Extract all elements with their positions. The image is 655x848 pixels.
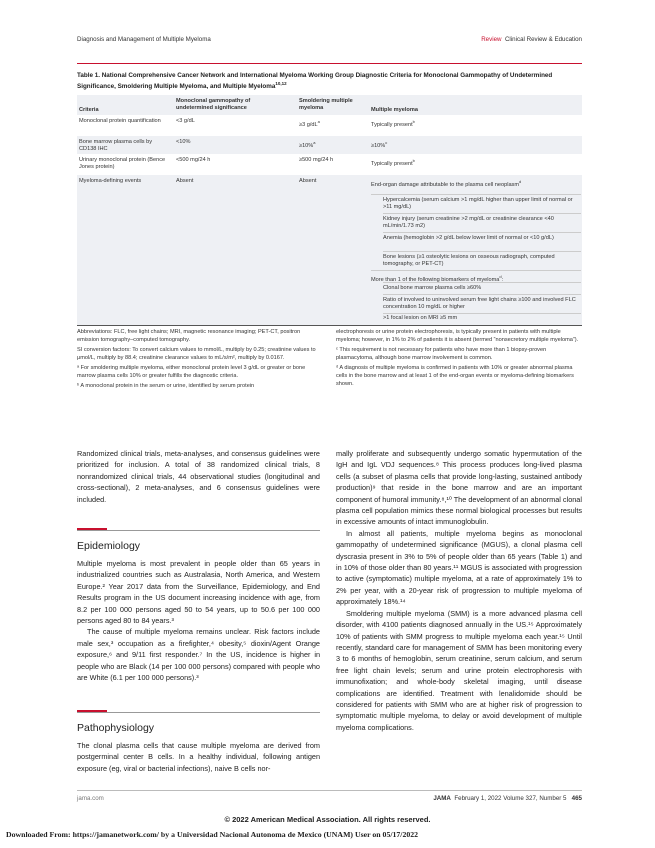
right-column-text (336, 448, 582, 733)
right-p2: In almost all patients, multiple myeloma begins as monoclonal gammopathy of undetermined significance (MGUS), a clonal plasma cell dyscrasia present in 3% to 5% of people older than 65 years (Table 1) and in 10% of those older than 80 years.¹¹ MGUS is associated with progression to active (symptomatic) multiple myeloma, at a rate of approximately 1% to 2% per year, with a 20-year risk of progression to multiple myeloma of approximately 18%.¹⁴ (336, 528, 582, 607)
crab-bone: Bone lesions (≥1 osteolytic lesions on osseous radiograph, computed tomography, or PET-CT) (383, 254, 555, 268)
mde-mgus: Absent (176, 178, 194, 184)
divider (383, 251, 581, 252)
footnote-b: ᵇ A monoclonal protein in the serum or urine, identified by serum protein (77, 383, 255, 389)
footnotes-right (336, 328, 582, 390)
mde-criteria: Myeloma-defining events (79, 178, 142, 184)
divider (371, 194, 581, 195)
footnotes-left (77, 328, 322, 392)
col-header-smm: Smoldering multiple myeloma (299, 98, 353, 112)
download-notice: Downloaded From: https://jamanetwork.com/ by a Universidad Nacional Autonoma de Mexico (UNAM) User on 05/17/2022 (6, 830, 419, 839)
biomarker-plasma-cells: Clonal bone marrow plasma cells ≥60% (383, 285, 482, 291)
section-rule (77, 712, 320, 713)
crab-hypercalcemia: Hypercalcemia (serum calcium >1 mg/dL higher than upper limit of normal or >11 mg/dL) (383, 197, 573, 211)
section-rule (77, 530, 320, 531)
row3-criteria: Urinary monoclonal protein (Bence Jones protein) (79, 157, 166, 171)
footer-issue: February 1, 2022 Volume 327, Number 5 (454, 795, 567, 802)
footer-page: 465 (571, 795, 582, 802)
review-tag: Review (481, 36, 502, 43)
footnote-d: ᵈ A diagnosis of multiple myeloma is confirmed in patients with 10% or greater abnormal plasma cells in the bone marrow and at least 1 of the end-organ events or myeloma-defining biomarkers shown. (336, 365, 574, 387)
copyright: © 2022 American Medical Association. All rights reserved. (224, 815, 431, 824)
crab-kidney: Kidney injury (serum creatinine >2 mg/dL or creatinine clearance <40 mL/min/1.73 m2) (383, 216, 554, 230)
right-p3: Smoldering multiple myeloma (SMM) is a more advanced plasma cell disorder, with 4100 patients diagnosed annually in the US.¹⁵ Approximately 10% of patients with SMM progress to multiple myeloma each year.¹⁵ Until recently, standard care for management of SMM has been monitoring every 3 to 6 months of hemoglobin, serum creatinine, serum calcium, and serum free light chain levels; serum and urine protein electrophoresis with immunofixation; and whole-body skeletal imaging, until disease complications are identified. Treatment with lenalidomide should be considered for patients with SMM who are at higher risk of progression to symptomatic multiple myeloma, to delay or avoid development of multiple myeloma complications. (336, 608, 582, 732)
footnote-a: ᵃ For smoldering multiple myeloma, either monoclonal protein level 3 g/dL or greater or bone marrow plasma cells 10% or greater fulfills the diagnostic criteria. (77, 365, 306, 379)
col-header-mm: Multiple myeloma (371, 107, 418, 113)
table-bottom-rule (77, 325, 582, 326)
row1-mgus: <3 g/dL (176, 118, 195, 124)
pathophysiology-section (77, 710, 320, 734)
divider (383, 213, 581, 214)
crab-anemia: Anemia (hemoglobin >2 g/dL below lower limit of normal or <10 g/dL) (383, 235, 554, 241)
footnote-c: ᶜ This requirement is not necessary for patients who have more than 1 biopsy-proven plasmacytoma, although bone marrow involvement is common. (336, 347, 547, 361)
row2-criteria: Bone marrow plasma cells by CD138 IHC (79, 139, 153, 153)
row3-mgus: <500 mg/24 h (176, 157, 211, 163)
row1-criteria: Monoclonal protein quantification (79, 118, 161, 124)
row2-smm: ≥10%$^a$ (299, 140, 316, 149)
section-name: Clinical Review & Education (504, 36, 582, 43)
pathophysiology-text (77, 740, 320, 774)
row2-mm: ≥10%$^c$ (371, 140, 388, 149)
divider (383, 282, 581, 283)
divider (383, 294, 581, 295)
divider (383, 313, 581, 314)
mde-smm: Absent (299, 178, 317, 184)
row2-mgus: <10% (176, 139, 191, 145)
pathophysiology-p1: The clonal plasma cells that cause multiple myeloma are derived from postgerminal center B cells. In a healthy individual, following antigen exposure (eg, viral or bacterial infections), naive B cells nor- (77, 741, 320, 773)
footer-journal: JAMA (433, 795, 451, 802)
running-header: Diagnosis and Management of Multiple Myeloma (77, 36, 211, 43)
footnote-b-cont: electrophoresis or urine protein electrophoresis, is typically present in patients with multiple myeloma; however, in 1% to 2% of patients it is absent (termed “nonsecretory multiple myeloma”). (336, 329, 579, 343)
col-header-criteria: Criteria (79, 107, 99, 113)
epidemiology-text (77, 558, 320, 683)
epidemiology-p2: The cause of multiple myeloma remains unclear. Risk factors include male sex,³ occupation as a firefighter,⁴ obesity,⁵ dioxin/Agent Orange exposure,⁶ and 9/11 first responder.⁷ In the US, incidence is higher in people who are Black (14 per 100 000 persons) compared with people who are White (6.1 per 100 000 persons).³ (77, 627, 320, 683)
epidemiology-heading: Epidemiology (77, 540, 141, 552)
footnote-abbreviations: Abbreviations: FLC, free light chains; MRI, magnetic resonance imaging; PET-CT, positron emission tomography–computed tomography. (77, 329, 301, 343)
biomarker-intro: More than 1 of the following biomarkers of myeloma$^d$: (371, 274, 504, 283)
biomarker-mri: >1 focal lesion on MRI ≥5 mm (383, 315, 458, 321)
footer-site: jama.com (77, 795, 104, 802)
epidemiology-section (77, 528, 320, 552)
row1-mm: Typically present$^b$ (371, 119, 415, 128)
epidemiology-p1: Multiple myeloma is most prevalent in people older than 65 years in industrialized countries such as Australasia, North America, and Western Europe.² Year 2017 data from the Surveillance, Epidemiology, and End Results program in the US document increasing incidence with age, from 8.2 per 100 000 persons aged 50 to 54 years, up to 50.6 per 100 000 persons aged 80 to 84 years.³ (77, 559, 320, 626)
footer-citation (433, 795, 582, 802)
row1-smm: ≥3 $g/dL^a$ (299, 119, 320, 128)
col-header-mgus: Monoclonal gammopathy of undetermined significance (176, 98, 251, 112)
row3-mm: Typically present$^b$ (371, 158, 415, 167)
footnote-si-conversion: SI conversion factors: To convert calcium values to mmol/L, multiply by 0.25; creatinine values to μmol/L, multiply by 88.4; creatinine clearance values to mL/s/m², multiply by 0.0167. (77, 347, 316, 361)
divider (371, 270, 581, 271)
table-top-rule (77, 63, 582, 64)
section-label (481, 36, 582, 43)
right-p1: mally proliferate and subsequently undergo somatic hypermutation of the IgH and IgL VDJ sequences.⁸ This process produces long-lived plasma cells (a subset of plasma cells that provide long-lasting, sustained antibody production)⁹ that reside in the bone marrow and are an important component of humoral immunity.⁸,¹⁰ The development of an abnormal clonal plasma cell population mimics these normal biological processes but results in excessive amounts of intact immunoglobulin. (336, 449, 582, 527)
row3-smm: ≥500 mg/24 h (299, 157, 334, 163)
pathophysiology-heading: Pathophysiology (77, 722, 155, 734)
methods-paragraph: Randomized clinical trials, meta-analyses, and consensus guidelines were prioritized for inclusion. A total of 38 randomized clinical trials, 8 nonrandomized clinical trials, 44 observational studies (longitudinal and cross-sectional), 2 meta-analyses, and 6 consensus guidelines were included. (77, 449, 320, 504)
biomarker-flc-ratio: Ratio of involved to uninvolved serum free light chains ≥100 and involved FLC concentration 10 mg/dL or higher (383, 297, 576, 311)
footer-rule (77, 790, 582, 791)
table-title: Table 1. National Comprehensive Cancer Network and International Myeloma Working Group Diagnostic Criteria for Monoclonal Gammopathy of Undetermined Significance, Smoldering Multiple Myeloma, and Multiple Myeloma$^{10,12}$ (77, 72, 553, 91)
mde-mm-intro: End-organ damage attributable to the plasma cell neoplasm$^d$ (371, 179, 522, 188)
divider (383, 232, 581, 233)
